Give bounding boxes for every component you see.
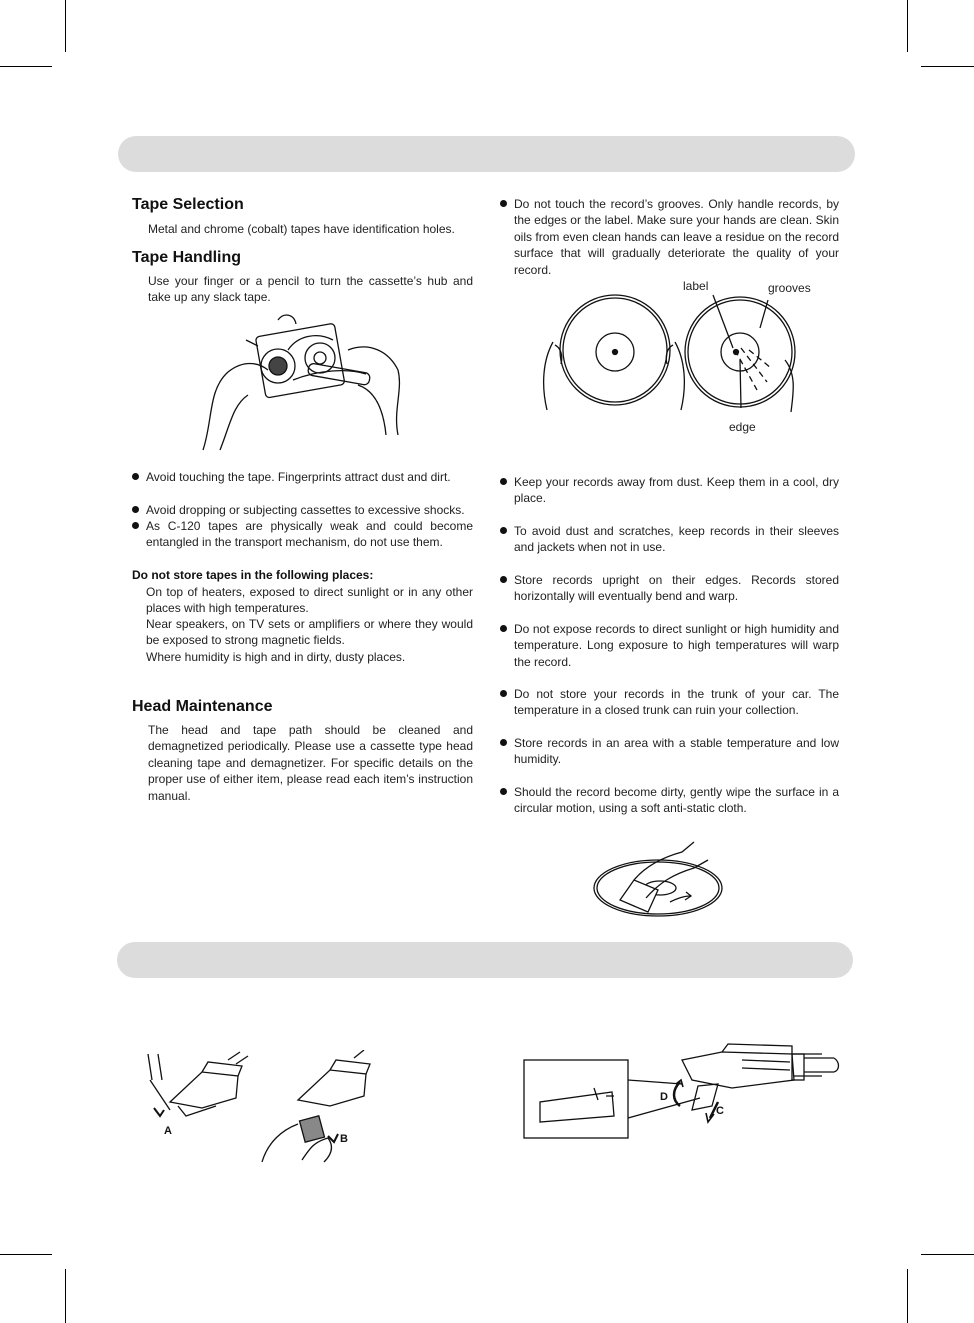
tape-selection-heading: Tape Selection bbox=[132, 196, 244, 213]
head-maintenance-heading: Head Maintenance bbox=[132, 698, 273, 715]
crop-mark bbox=[65, 0, 66, 52]
bullet-dot bbox=[500, 200, 507, 207]
svg-text:C: C bbox=[716, 1105, 724, 1117]
bullet-dot bbox=[132, 473, 139, 480]
bullet-dot bbox=[132, 522, 139, 529]
svg-text:A: A bbox=[164, 1125, 172, 1137]
bullet-text: Keep your records away from dust. Keep them in a cool, dry place. bbox=[514, 475, 839, 506]
bullet-text: Store records in an area with a stable temperature and low humidity. bbox=[514, 736, 839, 767]
record-bullet bbox=[514, 784, 839, 817]
tape-handling-text: Use your finger or a pencil to turn the cassette’s hub and take up any slack tape. bbox=[148, 274, 473, 305]
svg-text:B: B bbox=[340, 1133, 348, 1145]
stylus-removal-figure-a bbox=[140, 1050, 250, 1140]
section-header-band bbox=[118, 136, 855, 172]
crop-mark bbox=[907, 1269, 908, 1323]
stylus-removal-figure-b bbox=[258, 1050, 378, 1165]
storage-item: Near speakers, on TV sets or amplifiers or where they would be exposed to strong magnetic fields. bbox=[146, 617, 473, 648]
record-handling-illustration bbox=[535, 290, 815, 420]
record-bullet bbox=[514, 523, 839, 556]
tape-selection-text: Metal and chrome (cobalt) tapes have identification holes. bbox=[148, 222, 455, 236]
storage-item: On top of heaters, exposed to direct sunlight or in any other places with high temperatures. bbox=[146, 585, 473, 616]
crop-mark bbox=[921, 1254, 974, 1255]
tape-bullet bbox=[146, 502, 473, 518]
bullet-text: Avoid touching the tape. Fingerprints attract dust and dirt. bbox=[146, 470, 451, 484]
section-header-band bbox=[117, 942, 853, 978]
crop-mark bbox=[921, 66, 974, 67]
record-bullet bbox=[514, 735, 839, 768]
bullet-dot bbox=[500, 527, 507, 534]
bullet-dot bbox=[500, 576, 507, 583]
record-bullet bbox=[514, 474, 839, 507]
bullet-dot bbox=[500, 478, 507, 485]
bullet-dot bbox=[500, 690, 507, 697]
crop-mark bbox=[0, 66, 52, 67]
record-bullet bbox=[514, 686, 839, 719]
bullet-dot bbox=[500, 739, 507, 746]
bullet-text: Do not store your records in the trunk of your car. The temperature in a closed trunk can ruin your collection. bbox=[514, 687, 839, 718]
bullet-text: Do not expose records to direct sunlight or high humidity and temperature. Long exposure to high temperatures will warp the record. bbox=[514, 622, 839, 669]
bullet-text: Avoid dropping or subjecting cassettes to excessive shocks. bbox=[146, 503, 465, 517]
crop-mark bbox=[65, 1269, 66, 1323]
record-bullet bbox=[514, 621, 839, 670]
bullet-dot bbox=[132, 506, 139, 513]
bullet-text: Store records upright on their edges. Records stored horizontally will eventually bend and warp. bbox=[514, 573, 839, 604]
svg-text:D: D bbox=[660, 1091, 668, 1103]
tape-bullet bbox=[146, 469, 473, 485]
bullet-dot bbox=[500, 625, 507, 632]
bullet-text: Should the record become dirty, gently wipe the surface in a circular motion, using a soft anti-static cloth. bbox=[514, 785, 839, 816]
storage-heading: Do not store tapes in the following places: bbox=[132, 568, 374, 582]
record-grooves-caption: grooves bbox=[768, 281, 811, 295]
bullet-text: As C-120 tapes are physically weak and could become entangled in the transport mechanism, do not use them. bbox=[146, 519, 473, 550]
record-bullet bbox=[514, 572, 839, 605]
record-label-caption: label bbox=[683, 279, 709, 293]
tape-handling-heading: Tape Handling bbox=[132, 249, 242, 266]
bullet-text: Do not touch the record’s grooves. Only handle records, by the edges or the label. Make sure your hands are clean. Skin oils from even clean hands can leave a residue on the record surface that will gradually deteriorate the quality of your record. bbox=[514, 197, 839, 277]
record-bullet bbox=[514, 196, 839, 278]
head-maintenance-text: The head and tape path should be cleaned and demagnetized periodically. Please use a cassette type head cleaning tape and demagnetizer. For specific details on the proper use of either item, please read each item’s instruction manual. bbox=[148, 723, 473, 803]
crop-mark bbox=[0, 1254, 52, 1255]
bullet-dot bbox=[500, 788, 507, 795]
crop-mark bbox=[907, 0, 908, 52]
record-edge-caption: edge bbox=[729, 420, 756, 434]
tape-bullet bbox=[146, 518, 473, 551]
storage-item: Where humidity is high and in dirty, dusty places. bbox=[146, 650, 406, 664]
record-cleaning-illustration bbox=[590, 840, 730, 920]
stylus-insertion-figure bbox=[522, 1040, 842, 1140]
cassette-hand-illustration bbox=[198, 310, 408, 455]
bullet-text: To avoid dust and scratches, keep records in their sleeves and jackets when not in use. bbox=[514, 524, 839, 555]
